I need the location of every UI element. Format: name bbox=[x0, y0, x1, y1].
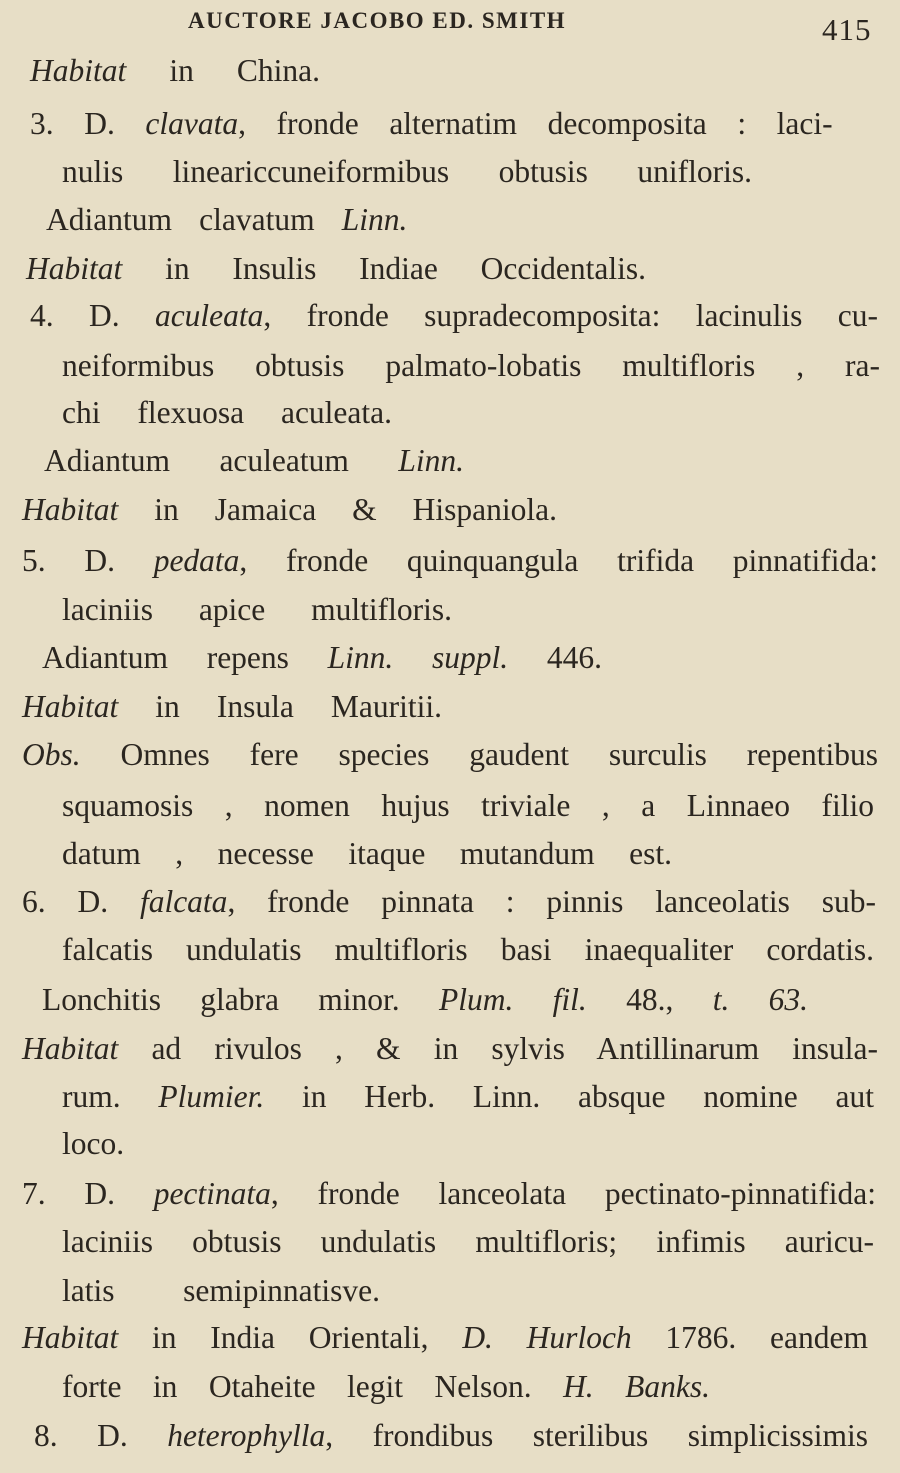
italic-span: pedata bbox=[153, 543, 240, 578]
text-span: Lonchitis glabra minor. bbox=[42, 982, 439, 1017]
text-line bbox=[44, 441, 464, 481]
italic-span: Habitat bbox=[22, 1031, 119, 1066]
italic-span: Plumier. bbox=[158, 1079, 265, 1114]
italic-span: Linn. bbox=[398, 443, 464, 478]
text-line bbox=[62, 834, 672, 874]
italic-span: Habitat bbox=[22, 689, 119, 724]
text-span: , fronde quinquangula trifida pinnatifida: bbox=[239, 543, 879, 578]
text-line bbox=[26, 249, 646, 289]
text-span: , fronde lanceolata pectinato-pinnatifida: bbox=[270, 1176, 876, 1211]
text-span: rum. bbox=[62, 1079, 159, 1114]
italic-span: t. 63. bbox=[712, 982, 808, 1017]
text-span: chi flexuosa aculeata. bbox=[62, 395, 392, 430]
text-span: Adiantum clavatum bbox=[46, 202, 342, 237]
text-line bbox=[62, 1124, 124, 1164]
italic-span: Habitat bbox=[30, 53, 127, 88]
text-line bbox=[22, 1318, 868, 1358]
text-span: datum , necesse itaque mutandum est. bbox=[62, 836, 672, 871]
text-line bbox=[22, 882, 876, 922]
text-span: 48., bbox=[586, 982, 713, 1017]
text-span: falcatis undulatis multifloris basi inaequaliter cordatis. bbox=[62, 932, 874, 967]
text-line bbox=[22, 687, 442, 727]
italic-span: Linn. suppl. bbox=[327, 640, 509, 675]
text-span: 3. D. bbox=[30, 106, 146, 141]
text-line bbox=[22, 541, 878, 581]
text-line bbox=[62, 1271, 380, 1311]
text-line bbox=[62, 346, 880, 386]
text-span: latis semipinnatisve. bbox=[62, 1273, 380, 1308]
text-span: in China. bbox=[126, 53, 320, 88]
italic-span: Plum. fil. bbox=[439, 982, 587, 1017]
text-line bbox=[30, 104, 833, 144]
text-line bbox=[62, 152, 752, 192]
text-span: squamosis , nomen hujus triviale , a Linnaeo filio bbox=[62, 788, 874, 823]
italic-span: Habitat bbox=[22, 1320, 119, 1355]
text-span: 446. bbox=[508, 640, 603, 675]
text-line bbox=[62, 1077, 874, 1117]
text-line bbox=[22, 1174, 876, 1214]
italic-span: Linn. bbox=[341, 202, 408, 237]
text-span: Adiantum aculeatum bbox=[44, 443, 399, 478]
text-span: forte in Otaheite legit Nelson. bbox=[62, 1369, 564, 1404]
italic-span: falcata bbox=[139, 884, 228, 919]
italic-span: D. Hurloch bbox=[462, 1320, 632, 1355]
text-span: , fronde pinnata : pinnis lanceolatis sub- bbox=[227, 884, 876, 919]
italic-span: pectinata bbox=[153, 1176, 271, 1211]
text-line bbox=[22, 1029, 878, 1069]
text-span: neiformibus obtusis palmato-lobatis multifloris , ra- bbox=[62, 348, 880, 383]
text-line bbox=[62, 930, 874, 970]
text-span: nulis lineariccuneiformibus obtusis unifloris. bbox=[62, 154, 752, 189]
text-line bbox=[22, 490, 557, 530]
italic-span: Habitat bbox=[26, 251, 123, 286]
text-span: in Jamaica & Hispaniola. bbox=[118, 492, 557, 527]
text-line bbox=[22, 735, 878, 775]
text-span: in Herb. Linn. absque nomine aut bbox=[264, 1079, 874, 1114]
text-line bbox=[62, 1222, 874, 1262]
text-span: 4. D. bbox=[30, 298, 155, 333]
text-line bbox=[62, 393, 392, 433]
text-span: laciniis apice multifloris. bbox=[62, 592, 452, 627]
text-line bbox=[42, 638, 602, 678]
italic-span: Obs. bbox=[22, 737, 81, 772]
text-line bbox=[62, 1367, 710, 1407]
text-span: , frondibus sterilibus simplicissimis bbox=[325, 1418, 869, 1453]
text-span: , fronde supradecomposita: lacinulis cu- bbox=[263, 298, 878, 333]
text-line bbox=[62, 786, 874, 826]
text-span: loco. bbox=[62, 1126, 125, 1161]
text-span: 5. D. bbox=[22, 543, 154, 578]
running-head: AUCTORE JACOBO ED. SMITH bbox=[188, 8, 567, 33]
text-span: Omnes fere species gaudent surculis repentibus bbox=[80, 737, 878, 772]
text-span: 1786. eandem bbox=[631, 1320, 868, 1355]
text-span: 8. D. bbox=[34, 1418, 168, 1453]
text-line bbox=[42, 980, 808, 1020]
italic-span: aculeata bbox=[154, 298, 264, 333]
text-line bbox=[46, 200, 407, 240]
text-span: , fronde alternatim decomposita : laci- bbox=[238, 106, 833, 141]
text-line bbox=[34, 1416, 868, 1456]
page-number: 415 bbox=[822, 12, 872, 47]
text-line bbox=[30, 296, 878, 336]
text-span: laciniis obtusis undulatis multifloris; infimis auricu- bbox=[62, 1224, 874, 1259]
italic-span: clavata bbox=[145, 106, 239, 141]
italic-span: H. Banks. bbox=[563, 1369, 711, 1404]
text-span: in India Orientali, bbox=[118, 1320, 463, 1355]
text-span: ad rivulos , & in sylvis Antillinarum insula- bbox=[118, 1031, 878, 1066]
text-span: Adiantum repens bbox=[42, 640, 328, 675]
text-span: 6. D. bbox=[22, 884, 140, 919]
text-span: in Insula Mauritii. bbox=[118, 689, 442, 724]
text-span: 7. D. bbox=[22, 1176, 154, 1211]
text-span: in Insulis Indiae Occidentalis. bbox=[122, 251, 646, 286]
text-line bbox=[62, 590, 452, 630]
italic-span: heterophylla bbox=[167, 1418, 326, 1453]
text-line bbox=[30, 51, 320, 91]
italic-span: Habitat bbox=[22, 492, 119, 527]
